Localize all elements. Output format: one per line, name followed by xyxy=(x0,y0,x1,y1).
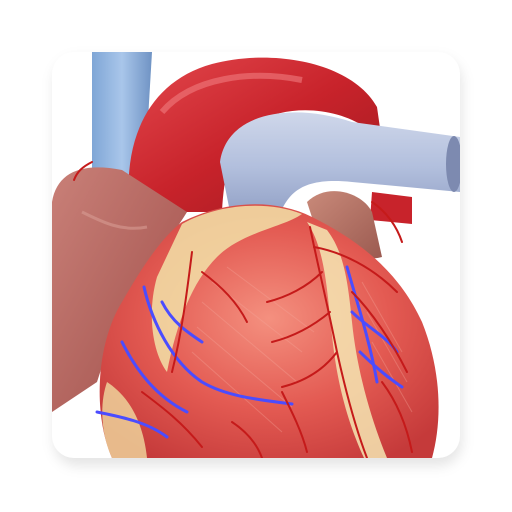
app-icon-tile[interactable] xyxy=(52,52,460,458)
heart-anatomy-icon xyxy=(52,52,460,458)
